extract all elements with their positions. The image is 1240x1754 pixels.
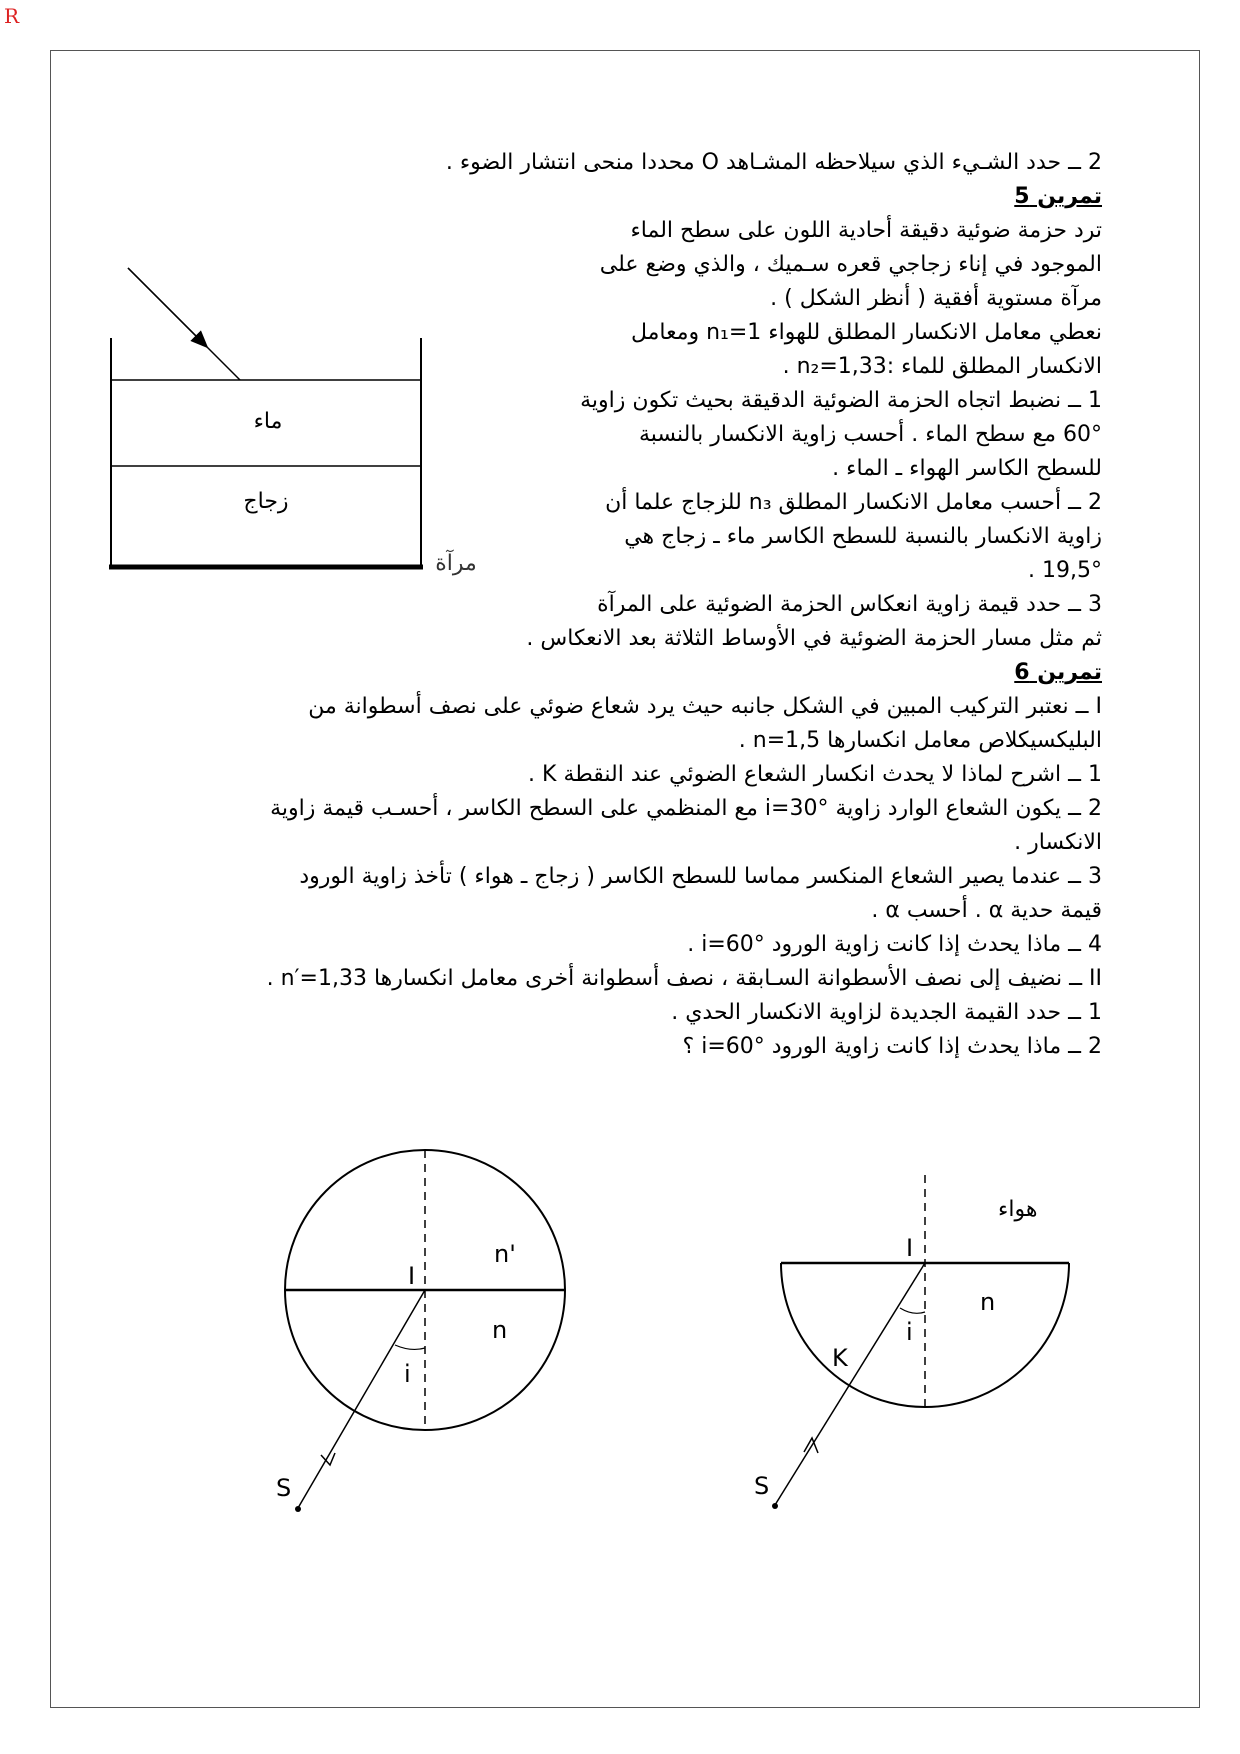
text-line: قيمة حدية α . أحسب α . [871,898,1102,923]
n-label: n [980,1288,996,1316]
text-line: الانكسار . [1014,830,1102,855]
text-line: زاوية الانكسار بالنسبة للسطح الكاسر ماء ـ زجاج هي [624,524,1102,549]
mirror-label: مرآة [435,551,477,576]
text-line: نعطي معامل الانكسار المطلق للهواء n₁=1 ومعامل [630,320,1102,345]
text-line: II ــ نضيف إلى نصف الأسطوانة السـابقة ، نصف أسطوانة أخرى معامل انكسارها n′=1,33 . [266,966,1102,991]
n-prime-label: n' [494,1240,516,1268]
text-line: 1 ــ نضبط اتجاه الحزمة الضوئية الدقيقة بحيث تكون زاوية [580,388,1102,413]
incident-ray [775,1263,925,1505]
text-line: 1 ــ اشرح لماذا لا يحدث انكسار الشعاع الضوئي عند النقطة K . [528,762,1102,787]
source-dot [772,1503,778,1509]
exercise-5-heading: تمرين 5 [1014,184,1102,209]
point-i-label: I [408,1262,416,1290]
text-line: الموجود في إناء زجاجي قعره سـميك ، والذي وضع على [599,252,1102,277]
text-line: ترد حزمة ضوئية دقيقة أحادية اللون على سطح الماء [630,218,1102,243]
water-label: ماء [253,409,283,434]
source-label: S [276,1474,292,1502]
text-line: 1 ــ حدد القيمة الجديدة لزاوية الانكسار الحدي . [671,1000,1102,1025]
n-label: n [492,1316,508,1344]
text-line: 2 ــ أحسب معامل الانكسار المطلق n₃ للزجاج علما أن [605,490,1102,515]
text-line: مرآة مستوية أفقية ( أنظر الشكل ) . [770,286,1102,311]
text-line: 2 ــ حدد الشـيء الذي سيلاحظه المشـاهد O محددا منحى انتشار الضوء . [445,150,1102,175]
text-line: 2 ــ ماذا يحدث إذا كانت زاوية الورود i=60° ؟ [682,1034,1102,1059]
text-line: 19,5° . [1028,558,1102,583]
text-line: 60° مع سطح الماء . أحسب زاوية الانكسار بالنسبة [638,422,1102,447]
text-line: البليكسيكلاص معامل انكسارها n=1,5 . [738,728,1102,753]
text-line: 3 ــ حدد قيمة زاوية انعكاس الحزمة الضوئية على المرآة [597,592,1102,617]
angle-label: i [906,1318,913,1346]
text-line: للسطح الكاسر الهواء ـ الماء . [832,456,1102,481]
exercise-6-heading: تمرين 6 [1014,660,1102,685]
text-line: 3 ــ عندما يصير الشعاع المنكسر مماسا للسطح الكاسر ( زجاج ـ هواء ) تأخذ زاوية الورود [299,864,1102,889]
point-k-label: K [832,1344,848,1372]
air-label: هواء [998,1197,1038,1222]
glass-label: زجاج [243,489,289,514]
angle-arc [900,1308,925,1313]
text-line: الانكسار المطلق للماء :n₂=1,33 . [782,354,1102,379]
text-line: ثم مثل مسار الحزمة الضوئية في الأوساط الثلاثة بعد الانعكاس . [526,626,1102,651]
point-i-label: I [906,1234,914,1262]
angle-label: i [404,1360,411,1388]
text-line: I ــ نعتبر التركيب المبين في الشكل جانبه حيث يرد شعاع ضوئي على نصف أسطوانة من [308,694,1102,719]
source-label: S [754,1472,770,1500]
text-line: 4 ــ ماذا يحدث إذا كانت زاوية الورود i=60° . [687,932,1102,957]
corner-mark: R [4,4,20,28]
text-line: 2 ــ يكون الشعاع الوارد زاوية i=30° مع المنظمي على السطح الكاسر ، أحسـب قيمة زاوية [270,796,1102,821]
